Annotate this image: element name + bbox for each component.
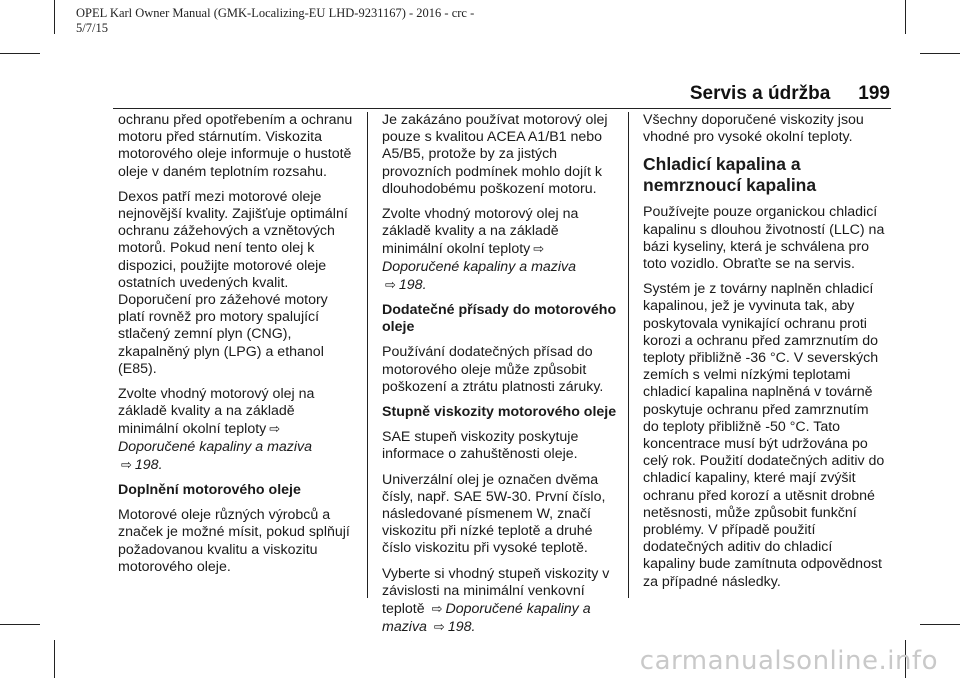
column-2 [382, 112, 622, 644]
column-3 [643, 112, 888, 599]
crop-mark [905, 0, 906, 34]
reference-arrow-icon: ⇨ [433, 619, 445, 635]
paragraph-text: Vyberte si vhodný stupeň viskozity v závislosti na minimální venkovní teplotě [382, 565, 610, 618]
cross-reference-link[interactable]: Doporučené kapaliny a maziva [382, 258, 577, 275]
page-header [690, 83, 890, 105]
paragraph: Zvolte vhodný motorový olej na základě kvality a na základě minimální okolní teploty ⇨ Doporučené kapaliny a maziva ⇨ 198. [118, 386, 315, 473]
watermark: carmanualsonline.info [639, 646, 938, 676]
paragraph: Zvolte vhodný motorový olej na základě kvality a na základě minimální okolní teploty ⇨ Doporučené kapaliny a maziva ⇨ 198. [382, 206, 579, 293]
reference-arrow-icon: ⇨ [121, 456, 132, 472]
meta-line-1: OPEL Karl Owner Manual (GMK-Localizing-EU LHD-9231167) - 2016 - crc - [76, 6, 475, 20]
reference-page[interactable]: 198 [447, 619, 472, 636]
paragraph: Dexos patří mezi motorové oleje nejnovější kvality. Zajišťuje optimální ochranu zážehových a vznětových motorů. Pokud není tento olej k dispozici, použijte motorové oleje ostatních uvedených kvalit. Doporučení pro zážehové motory platí rovněž pro motory spalující stlačený zemní plyn (CNG), zkapalněný plyn (LPG) a ethanol (E85). [118, 188, 348, 377]
paragraph: SAE stupeň viskozity poskytuje informace o zahuštěnosti oleje. [382, 429, 579, 463]
crop-mark [0, 53, 40, 54]
section-title: Servis a údržba [689, 83, 831, 104]
section-heading-large: Chladicí kapalina a nemrznoucí kapalina [643, 154, 817, 196]
paragraph: Používání dodatečných přísad do motorového oleje může způsobit poškození a ztrátu platnosti záruky. [382, 344, 604, 395]
column-1 [118, 112, 358, 584]
paragraph: ochranu před opotřebením a ochranu motoru před stárnutím. Viskozita motorového oleje informuje o hustotě oleje v daném teplotním rozsahu. [118, 112, 353, 180]
reference-arrow-icon: ⇨ [385, 276, 396, 292]
crop-mark [54, 640, 55, 678]
page-number: 199 [858, 83, 890, 104]
paragraph: Používejte pouze organickou chladicí kapalinu s dlouhou životností (LLC) na bázi kyseliny, která je schválena pro toto vozidlo. Obraťte se na servis. [643, 204, 885, 273]
section-heading: Doplnění motorového oleje [118, 482, 301, 499]
reference-page[interactable]: 198 [134, 456, 159, 473]
paragraph: Univerzální olej je označen dvěma čísly, např. SAE 5W-30. První číslo, následované písmenem W, značí viskozitu při nízké teplotě a druhé číslo viskozitu při vysoké teplotě. [382, 471, 606, 557]
paragraph: Všechny doporučené viskozity jsou vhodné pro vysoké okolní teploty. [643, 112, 864, 146]
cross-reference-link[interactable]: Doporučené kapaliny a maziva [382, 601, 591, 636]
paragraph: Je zakázáno používat motorový olej pouze s kvalitou ACEA A1/B1 nebo A5/B5, protože by za jistých provozních podmínek mohlo dojít k dlouhodobému poškození motoru. [382, 112, 608, 197]
reference-arrow-icon: ⇨ [269, 421, 281, 437]
cross-reference-link[interactable]: Doporučené kapaliny a maziva [118, 438, 313, 455]
paragraph: Systém je z továrny naplněn chladicí kapalinou, jež je vyvinuta tak, aby poskytovala vynikající ochranu proti korozi a ochranu před zamrznutím do teploty přibližně -36 °C. V severských zemích s velmi nízkými teplotami chladicí kapalina naplněná v továrně poskytuje ochranu před zamrznutím do teploty přibližně -50 °C. Tato koncentrace musí být udržována po celý rok. Použití dodatečných aditiv do chladicí kapaliny, které mají zvýšit ochranu před korozí a utěsnit drobné netěsnosti, může způsobit funkční problémy. V případě použití dodatečných aditiv do chladicí kapaliny bude zamítnuta odpovědnost za případné následky. [643, 281, 885, 590]
header-rule [113, 108, 891, 109]
paragraph: Vyberte si vhodný stupeň viskozity v závislosti na minimální venkovní teplotě ⇨ Doporučené kapaliny a maziva ⇨ 198. [382, 565, 610, 636]
crop-mark [0, 624, 40, 625]
paragraph: Motorové oleje různých výrobců a značek je možné mísit, pokud splňují požadovanou kvalitu a viskozitu motorového oleje. [118, 507, 350, 575]
document-meta [76, 6, 474, 36]
meta-line-2: 5/7/15 [76, 21, 108, 35]
column-divider [628, 112, 629, 598]
section-heading: Stupně viskozity motorového oleje [382, 404, 617, 421]
crop-mark [920, 53, 960, 54]
paragraph-text: Zvolte vhodný motorový olej na základě kvality a na základě minimální okolní teploty [382, 206, 579, 258]
crop-mark [54, 0, 55, 34]
paragraph-text: Zvolte vhodný motorový olej na základě kvality a na základě minimální okolní teploty [118, 386, 315, 438]
section-heading: Dodatečné přísady do motorového oleje [382, 302, 617, 336]
crop-mark [920, 624, 960, 625]
reference-arrow-icon: ⇨ [533, 241, 545, 257]
reference-arrow-icon: ⇨ [431, 601, 443, 617]
reference-page[interactable]: 198 [398, 276, 423, 293]
column-divider [367, 112, 368, 598]
